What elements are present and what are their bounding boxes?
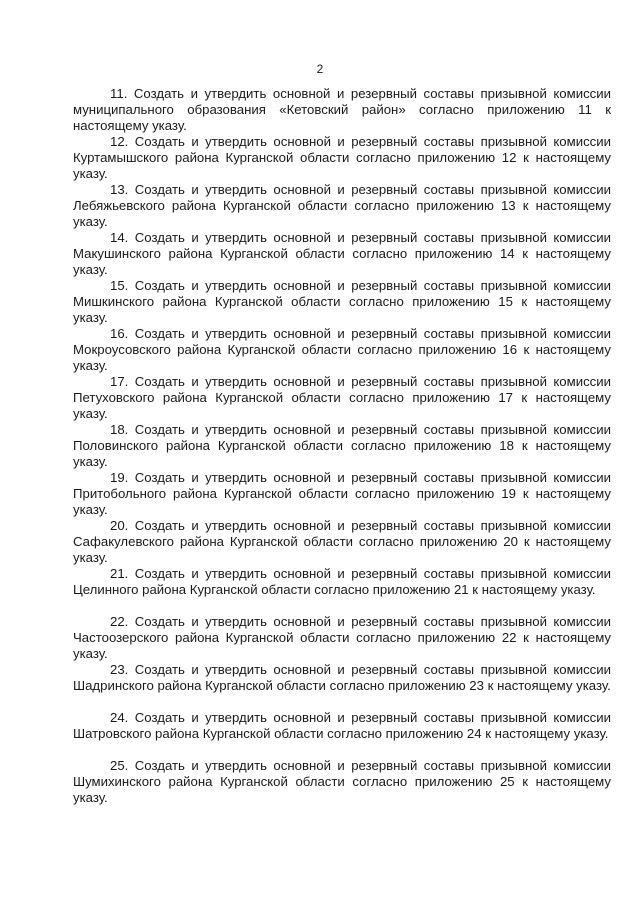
paragraph-14: 14. Создать и утвердить основной и резервный составы призывной комиссии Макушинского района Курганской области согласно приложению 14 к настоящему указу. — [73, 230, 611, 277]
paragraph-21: 21. Создать и утвердить основной и резервный составы призывной комиссии Целинного района Курганской области согласно приложению 21 к настоящему указу. — [73, 566, 611, 597]
paragraph-19: 19. Создать и утвердить основной и резервный составы призывной комиссии Притобольного района Курганской области согласно приложению 19 к настоящему указу. — [73, 470, 611, 517]
paragraph-12: 12. Создать и утвердить основной и резервный составы призывной комиссии Куртамышского района Курганской области согласно приложению 12 к настоящему указу. — [73, 134, 611, 181]
paragraph-23: 23. Создать и утвердить основной и резервный составы призывной комиссии Шадринского района Курганской области согласно приложению 23 к настоящему указу. — [73, 662, 611, 693]
paragraph-22: 22. Создать и утвердить основной и резервный составы призывной комиссии Частоозерского района Курганской области согласно приложению 22 к настоящему указу. — [73, 614, 611, 661]
paragraph-24: 24. Создать и утвердить основной и резервный составы призывной комиссии Шатровского района Курганской области согласно приложению 24 к настоящему указу. — [73, 710, 611, 741]
page-number: 2 — [316, 62, 324, 76]
paragraph-18: 18. Создать и утвердить основной и резервный составы призывной комиссии Половинского района Курганской области согласно приложению 18 к настоящему указу. — [73, 422, 611, 469]
paragraph-20: 20. Создать и утвердить основной и резервный составы призывной комиссии Сафакулевского района Курганской области согласно приложению 20 к настоящему указу. — [73, 518, 611, 565]
paragraph-16: 16. Создать и утвердить основной и резервный составы призывной комиссии Мокроусовского района Курганской области согласно приложению 16 к настоящему указу. — [73, 326, 611, 373]
paragraph-17: 17. Создать и утвердить основной и резервный составы призывной комиссии Петуховского района Курганской области согласно приложению 17 к настоящему указу. — [73, 374, 611, 421]
paragraph-11: 11. Создать и утвердить основной и резервный составы призывной комиссии муниципального образования «Кетовский район» согласно приложению 11 к настоящему указу. — [73, 86, 611, 133]
paragraph-25: 25. Создать и утвердить основной и резервный составы призывной комиссии Шумихинского района Курганской области согласно приложению 25 к настоящему указу. — [73, 758, 611, 805]
document-body — [73, 86, 611, 806]
paragraph-15: 15. Создать и утвердить основной и резервный составы призывной комиссии Мишкинского района Курганской области согласно приложению 15 к настоящему указу. — [73, 278, 611, 325]
paragraph-13: 13. Создать и утвердить основной и резервный составы призывной комиссии Лебяжьевского района Курганской области согласно приложению 13 к настоящему указу. — [73, 182, 611, 229]
